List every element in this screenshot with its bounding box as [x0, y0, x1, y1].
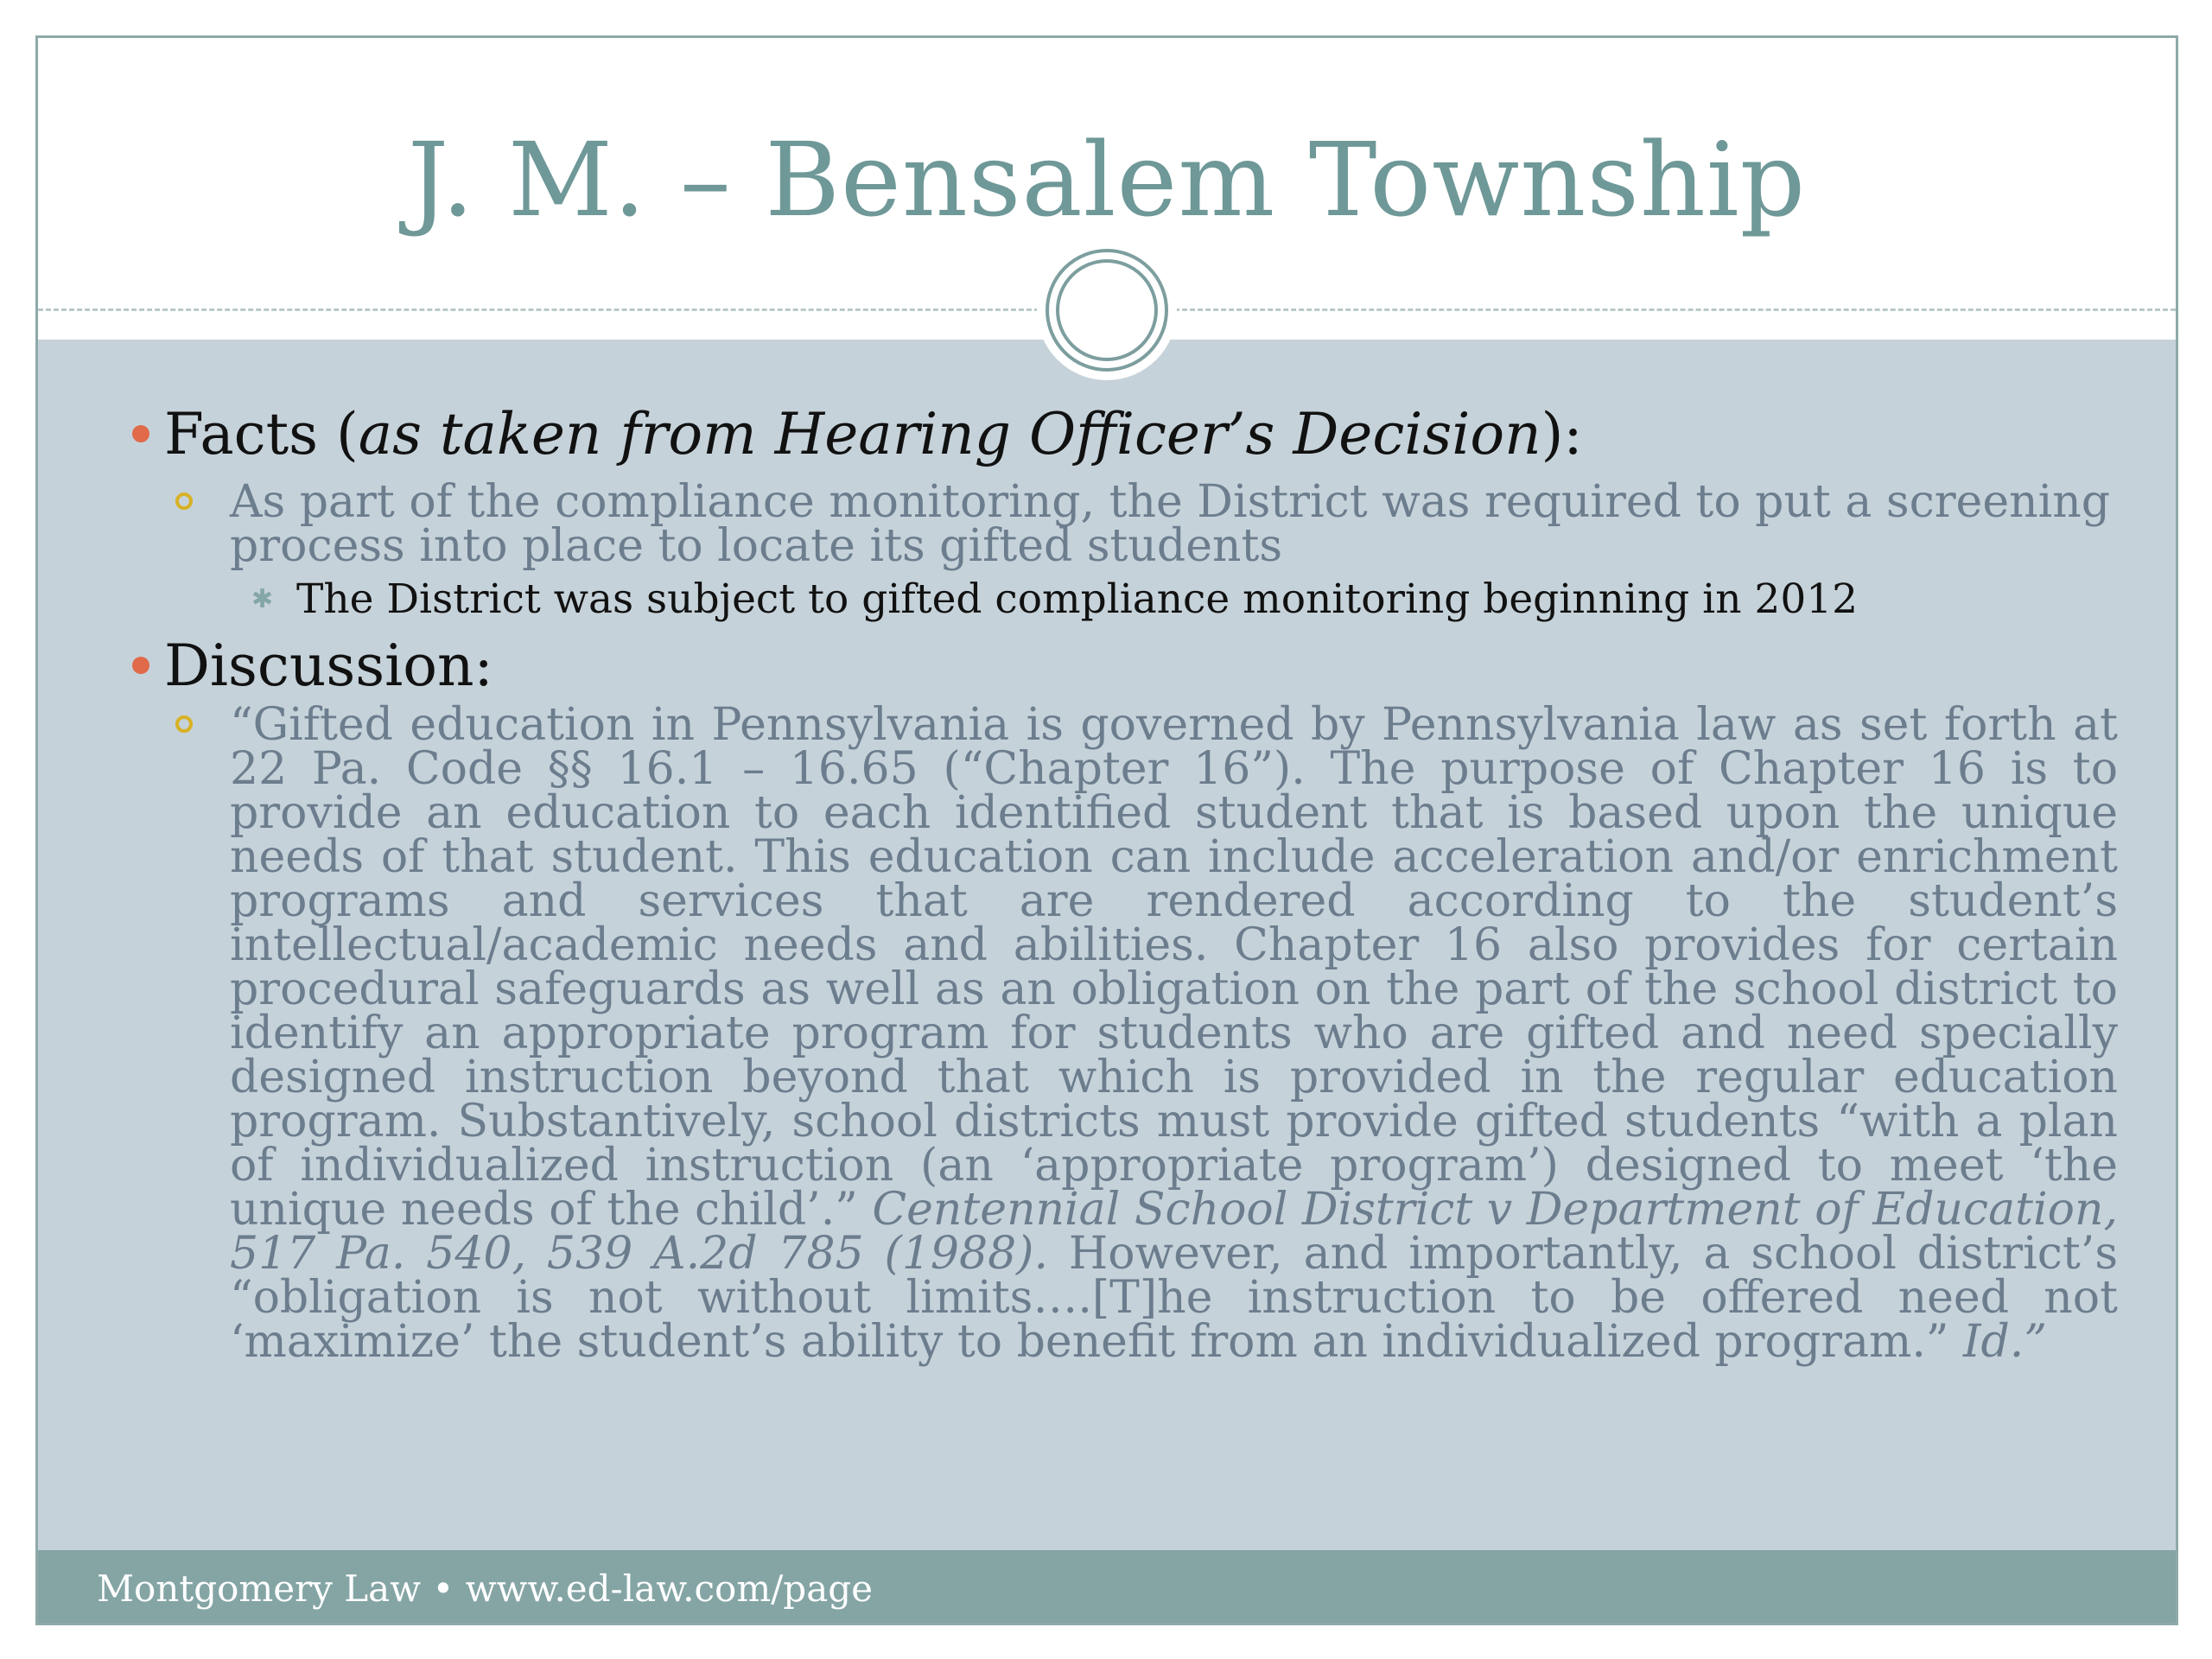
quote-citation: Centennial School District v Department of Education, 517 Pa. 540, 539 A.2d 785 (1988).: [230, 1184, 2118, 1280]
facts-label-end: ):: [1541, 401, 1583, 467]
filled-dot-icon: [132, 657, 149, 674]
quote-part1: “Gifted education in Pennsylvania is governed by Pennsylvania law as set forth at 22 Pa. Code §§ 16.1 – 16.65 (“Chapter 16”). The purpose of Chapter 16 is to provide an education to each identified student that is based upon the unique needs of that student. This education can include acceleration and/or enrichment programs and services that are rendered according to the student’s intellectual/academic needs and abilities. Chapter 16 also provides for certain procedural safeguards as well as an obligation on the part of the school district to identify an appropriate program for students who are gifted and need specially designed instruction beyond that which is provided in the regular education program. Substantively, school districts must provide gifted students “with a plan of individualized instruction (an ‘appropriate program’) designed to meet ‘the unique needs of the child’.”: [230, 699, 2118, 1236]
facts-label-italic: as taken from Hearing Officer’s Decision: [358, 401, 1541, 467]
facts-label-start: Facts (: [164, 401, 359, 467]
hollow-circle-icon: [175, 715, 193, 733]
discussion-heading: [164, 632, 493, 699]
quote-part2: However, and importantly, a school district’s “obligation is not without limits….[T]he instruction to be offered need not ‘maximize’ the student’s ability to benefit from an individualized program.”: [230, 1228, 2119, 1368]
discussion-quote: [230, 699, 2119, 1368]
discussion-label: Discussion:: [164, 632, 493, 699]
hollow-circle-icon: [175, 493, 193, 510]
footer-text: Montgomery Law • www.ed-law.com/page: [97, 1567, 873, 1610]
facts-subpoint: [230, 476, 2118, 572]
slide: [35, 35, 2178, 1625]
facts-subsubpoint-text: The District was subject to gifted compliance monitoring beginning in 2012: [296, 575, 1859, 623]
slide-footer: [38, 1550, 2176, 1625]
discussion-quote-body: [230, 699, 2119, 1368]
quote-id-cite: Id.”: [1962, 1316, 2047, 1368]
facts-subpoint-text: As part of the compliance monitoring, the District was required to put a screening process into place to locate its gifted students: [230, 476, 2111, 572]
slide-title: J. M. – Bensalem Township: [407, 120, 1807, 239]
double-ring-icon: [1046, 249, 1168, 372]
filled-dot-icon: [132, 425, 149, 442]
star-icon: ✱: [251, 584, 274, 614]
facts-heading: [164, 401, 1583, 467]
facts-subsubpoint: [251, 575, 2111, 623]
